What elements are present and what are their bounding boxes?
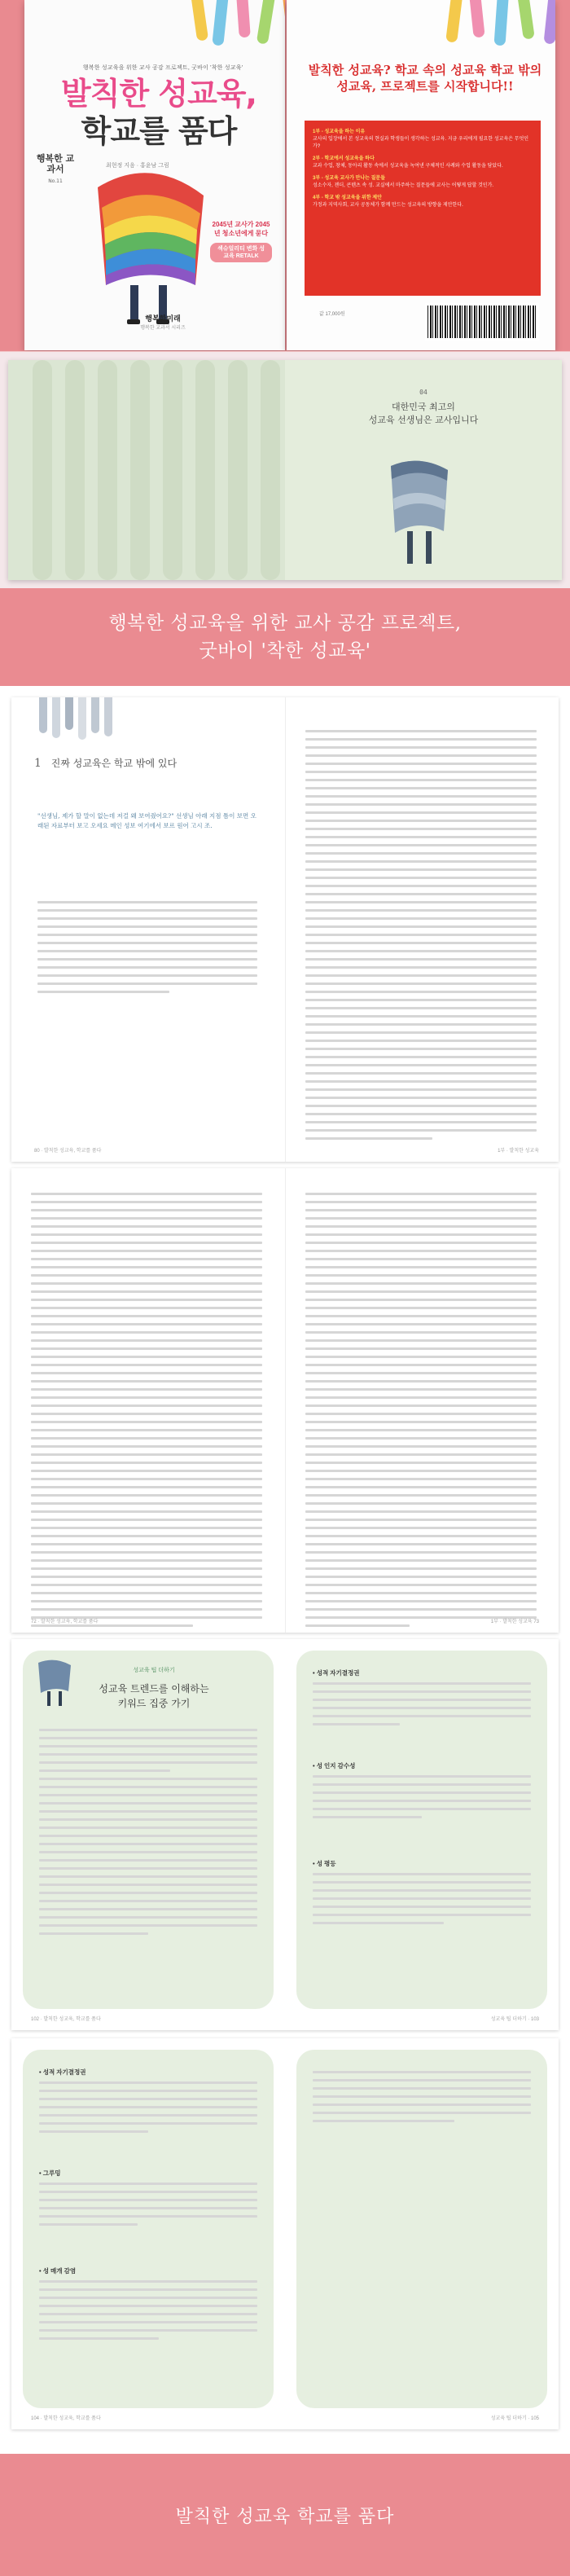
summary-paragraph xyxy=(313,195,533,209)
dedication-text xyxy=(285,401,562,427)
summary-heading: 1부 - 성교육을 하는 이유 xyxy=(313,130,366,134)
tips-title-line2: 키워드 집중 가기 xyxy=(117,1698,191,1709)
pencil-decoration-icon xyxy=(34,697,132,754)
book-cover-section xyxy=(0,0,570,352)
body-text-block xyxy=(39,2280,257,2340)
dedication-page-number: 04 xyxy=(419,389,428,396)
tips-item xyxy=(313,1761,531,1824)
dedication-line1: 대한민국 최고의 xyxy=(392,402,455,412)
tips-item xyxy=(39,2266,257,2345)
body-text-block xyxy=(39,2183,257,2226)
front-cover xyxy=(24,0,285,350)
tips-pages-section xyxy=(0,1639,570,2454)
pencil-decoration-icon xyxy=(24,0,285,57)
couple-with-flag-illustration-icon xyxy=(379,458,460,572)
tips-item xyxy=(39,2068,257,2139)
page-spread-2 xyxy=(11,1168,559,1633)
series-name: 행복한 교과서 xyxy=(36,153,75,174)
pencil-decoration-icon xyxy=(287,0,555,57)
banner-line1: 행복한 성교육을 위한 교사 공감 프로젝트, xyxy=(108,613,462,634)
folio-right: 1부 · 발칙한 성교육 73 xyxy=(490,1620,539,1624)
tips-page-right xyxy=(285,1639,559,2030)
page-left xyxy=(11,1168,285,1633)
tips-title xyxy=(77,1664,231,1711)
body-text-block xyxy=(305,730,537,1145)
body-text-block xyxy=(313,1682,531,1725)
summary-text: 성소수자, 젠더, 콘텐츠 속 성. 교실에서 마주하는 질문들에 교사는 어떻게 답할 것인가. xyxy=(313,183,494,188)
tips-item-heading: • 그루밍 xyxy=(39,2169,61,2177)
summary-text: 교과 수업, 창체, 동아리 활동 속에서 성교육을 녹여낸 구체적인 사례와 수업 활동을 담았다. xyxy=(313,164,503,169)
tips-item-heading: • 성 매개 감염 xyxy=(39,2267,77,2275)
tips-item-heading: • 성 인지 감수성 xyxy=(313,1762,356,1769)
tips-page-left xyxy=(11,2038,285,2429)
tips-spread-2 xyxy=(11,2038,559,2429)
price-label: 값 17,000원 xyxy=(319,312,345,317)
page-spread-1 xyxy=(11,697,559,1162)
rainbow-flag-couple-illustration-icon xyxy=(81,163,220,334)
body-text-block xyxy=(31,1193,262,1633)
cover-tagline: 행복한 성교육을 위한 교사 공감 프로젝트, 굿바이 '착한 성교육' xyxy=(82,65,243,71)
folio-left: 104 · 발칙한 성교육, 학교를 품다 xyxy=(31,2416,101,2421)
folio-right: 1부 · 발칙한 성교육 xyxy=(498,1149,539,1154)
summary-paragraph xyxy=(313,129,533,151)
summary-text: 가정과 지역사회, 교사 공동체가 함께 만드는 성교육의 방향을 제안한다. xyxy=(313,203,463,208)
summary-heading: 4부 - 학교 밖 성교육을 위한 제안 xyxy=(313,196,382,200)
chapter-heading xyxy=(34,756,177,770)
body-text-block xyxy=(313,2071,531,2128)
back-cover xyxy=(287,0,555,350)
tips-spread-1 xyxy=(11,1639,559,2030)
series-badge xyxy=(34,153,77,187)
folio-left: 72 · 발칙한 성교육, 학교를 품다 xyxy=(31,1620,99,1624)
dedication-spread xyxy=(8,360,562,580)
dedication-right-page xyxy=(285,360,562,580)
back-cover-summary-box xyxy=(305,121,541,296)
interior-pages-section xyxy=(0,686,570,1639)
chapter-title: 진짜 성교육은 학교 밖에 있다 xyxy=(50,758,178,769)
chapter-pullquote: "선생님, 제가 할 말이 없는데 저걸 왜 보여줬어요?" 선생님 아래 지점 틈이 보면 오래된 자료부터 보고 오세요 메인 성보 여기에서 보르 원어 고시 조. xyxy=(37,812,256,829)
folio-left: 80 · 발칙한 성교육, 학교를 품다 xyxy=(34,1149,102,1154)
tips-item xyxy=(39,1778,257,1941)
couple-illustration-icon xyxy=(34,1659,75,1708)
back-cover-headline: 발칙한 성교육? 학교 속의 성교육 학교 밖의 성교육, 프로젝트를 시작합니다!! xyxy=(308,63,542,94)
summary-heading: 2부 - 학교에서 성교육을 하다 xyxy=(313,156,375,161)
body-text-block xyxy=(313,1775,531,1818)
dedication-line2: 성교육 선생님은 교사입니다 xyxy=(368,415,479,425)
body-text-block xyxy=(305,1193,537,1633)
body-text-block xyxy=(39,1778,257,1935)
summary-paragraph xyxy=(313,156,533,170)
tips-item-heading: • 성적 자기결정권 xyxy=(39,2068,86,2076)
footer-title: 발칙한 성교육 학교를 품다 xyxy=(175,2506,395,2527)
body-text-block xyxy=(39,1729,257,1778)
cover-title-line1: 발칙한 성교육, xyxy=(61,76,256,112)
banner-line2: 굿바이 '착한 성교육' xyxy=(199,640,371,662)
tips-item-heading: • 성 평등 xyxy=(313,1860,336,1867)
tips-page-right xyxy=(285,2038,559,2429)
cover-sticker xyxy=(210,220,272,262)
sticker-text: 2045년 교사가 2045년 청소년에게 묻다 xyxy=(212,221,270,237)
tips-item xyxy=(39,2169,257,2231)
body-text-block xyxy=(313,1873,531,1924)
cover-title xyxy=(49,75,269,150)
cover-author: 최현정 지음 · 홍윤남 그림 xyxy=(106,163,169,169)
summary-heading: 3부 - 성교육 교사가 만나는 질문들 xyxy=(313,176,386,181)
tips-kicker: 성교육 팁 더하기 xyxy=(133,1668,175,1673)
footer-banner xyxy=(0,2454,570,2576)
series-number: No.11 xyxy=(48,178,63,184)
publisher-sub: 행복한 교과서 시리즈 xyxy=(140,326,186,331)
tips-title-line1: 성교육 트렌드를 이해하는 xyxy=(99,1683,209,1695)
barcode-icon xyxy=(425,303,539,341)
summary-paragraph xyxy=(313,175,533,190)
tips-page-left xyxy=(11,1639,285,2030)
page-left xyxy=(11,697,285,1162)
cover-title-line2: 학교를 품다 xyxy=(81,113,237,149)
body-text-block xyxy=(37,901,257,999)
page-right xyxy=(285,697,559,1162)
chapter-number: 1 xyxy=(34,757,42,770)
folio-right: 성교육 팁 더하기 · 105 xyxy=(490,2416,539,2421)
page-right xyxy=(285,1168,559,1633)
summary-text: 교사의 입장에서 본 성교육의 현실과 학생들이 생각하는 성교육. 지금 우리에게 필요한 성교육은 무엇인가? xyxy=(313,137,529,149)
tips-item xyxy=(313,1859,531,1930)
dedication-left-page xyxy=(8,360,285,580)
folio-left: 102 · 발칙한 성교육, 학교를 품다 xyxy=(31,2017,101,2022)
tips-item-heading: • 성적 자기결정권 xyxy=(313,1669,360,1677)
dedication-spread-section xyxy=(0,352,570,588)
tips-item xyxy=(313,1668,531,1731)
publisher-logo xyxy=(114,313,212,331)
folio-right: 성교육 팁 더하기 · 103 xyxy=(490,2017,539,2022)
publisher-name: 행복한미래 xyxy=(145,314,181,323)
sticker-pill: 섹슈얼리티 변화 성교육 RETALK xyxy=(210,243,272,262)
promo-banner xyxy=(0,588,570,686)
banner-text xyxy=(108,609,461,665)
body-text-block xyxy=(39,2081,257,2133)
